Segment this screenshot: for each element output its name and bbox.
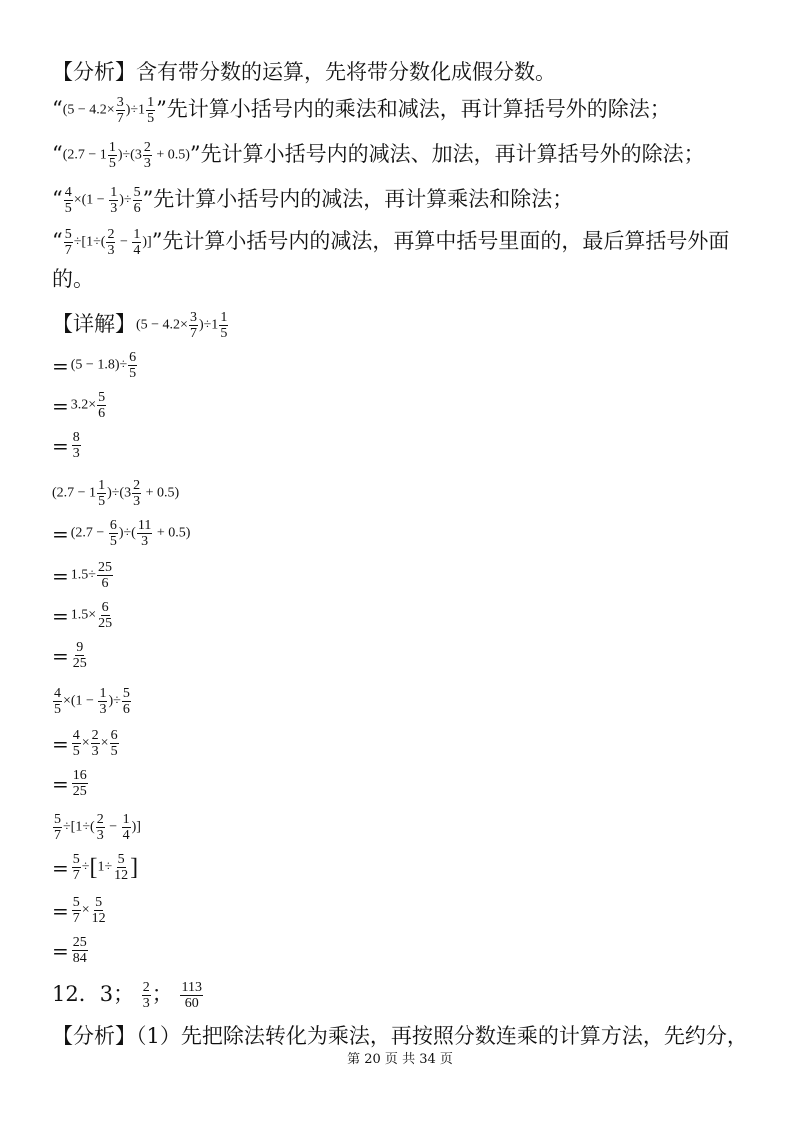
analysis-intro-text: 含有带分数的运算，先将带分数化成假分数。 xyxy=(136,60,556,84)
p2-step-1: = (2.7 − $\frac{6}{5}$ )÷( $\frac{11}{3}$ + 0.5) xyxy=(52,518,191,549)
p1-step-1: = (5 − 1.8)÷ $\frac{6}{5}$ xyxy=(52,350,137,381)
p4-step-1: = $\frac{5}{7}$ ÷[1÷ $\frac{5}{12}$ ] xyxy=(52,852,139,883)
p2-step-2: = 1.5÷ $\frac{25}{6}$ xyxy=(52,560,112,591)
p2-step-3: = 1.5× $\frac{6}{25}$ xyxy=(52,600,113,631)
p4-step-0 xyxy=(52,812,141,843)
analysis-bracket: 【分析】 xyxy=(52,60,136,84)
p1-step-2: = 3.2× $\frac{5}{6}$ xyxy=(52,390,106,421)
analysis-expression-4: $\frac{5}{7}$ ÷[1÷( $\frac{2}{3}$ − $\frac{1}{4}$ )] xyxy=(64,227,152,258)
p3-step-2: = $\frac{16}{25}$ xyxy=(52,768,87,799)
analysis-heading-line xyxy=(52,58,556,86)
analysis-desc-2: ”先计算小括号内的减法、加法，再计算括号外的除法； xyxy=(189,142,705,166)
analysis-expression-3: $\frac{4}{5}$ ×(1 − $\frac{1}{3}$ )÷ $\frac{5}{6}$ xyxy=(64,185,141,216)
p3-step-0 xyxy=(52,686,132,717)
p2-step-0 xyxy=(52,478,179,509)
analysis-line-3: “ $\frac{4}{5}$ ×(1 − $\frac{1}{3}$ )÷ $\frac{5}{6}$ ”先计算小括号内的减法，再计算乘法和除法； xyxy=(52,185,574,216)
analysis-line-2: “(2.7 − 1 $\frac{1}{5}$ )÷(3 $\frac{2}{3}$ + 0.5)”先计算小括号内的减法、加法，再计算括号外的除法； xyxy=(52,140,705,171)
analysis-desc-3: ”先计算小括号内的减法，再计算乘法和除法； xyxy=(142,187,574,211)
p4-line-3: $\frac{25}{84}$ xyxy=(72,935,87,966)
p3-line-1: $\frac{4}{5}$ × $\frac{2}{3}$ × $\frac{6}{5}$ xyxy=(72,728,118,759)
p4-line-2: $\frac{5}{7}$ × $\frac{5}{12}$ xyxy=(72,895,106,926)
analysis-desc-1: ”先计算小括号内的乘法和减法，再计算括号外的除法； xyxy=(156,97,671,121)
detail-bracket: 【详解】 xyxy=(52,312,136,336)
answer-3: $\frac{113}{60}$ xyxy=(181,980,202,1011)
analysis-expression-1: (5 − 4.2× $\frac{3}{7}$ )÷1 $\frac{1}{5}$ xyxy=(62,95,155,126)
p4-step-3: = $\frac{25}{84}$ xyxy=(52,935,87,966)
question-number: 12． xyxy=(52,982,100,1006)
answer-2: $\frac{2}{3}$ xyxy=(142,980,150,1011)
p1-step-3: = $\frac{8}{3}$ xyxy=(52,430,80,461)
analysis-expression-2: (2.7 − 1 $\frac{1}{5}$ )÷(3 $\frac{2}{3}$ + 0.5) xyxy=(62,140,190,171)
p4-step-2: = $\frac{5}{7}$ × $\frac{5}{12}$ xyxy=(52,895,106,926)
analysis-line-4-cont: 的。 xyxy=(52,267,94,291)
p4-line-0: $\frac{5}{7}$ ÷[1÷( $\frac{2}{3}$ − $\frac{1}{4}$ )] xyxy=(54,812,141,843)
question-12-answers: 12．3； $\frac{2}{3}$ ； $\frac{113}{60}$ xyxy=(52,980,202,1011)
p1-line-1: (5 − 1.8)÷ $\frac{6}{5}$ xyxy=(70,350,137,381)
p1-line-3: $\frac{8}{3}$ xyxy=(72,430,80,461)
p2-step-4: = $\frac{9}{25}$ xyxy=(52,640,87,671)
p1-line-2: 3.2× $\frac{5}{6}$ xyxy=(70,390,106,421)
p1-line-0: (5 − 4.2× $\frac{3}{7}$ )÷1 $\frac{1}{5}$ xyxy=(136,310,228,341)
p2-line-3: 1.5× $\frac{6}{25}$ xyxy=(70,600,113,631)
p3-line-2: $\frac{16}{25}$ xyxy=(72,768,87,799)
p2-line-0: (2.7 − 1 $\frac{1}{5}$ )÷(3 $\frac{2}{3}$ + 0.5) xyxy=(52,478,180,509)
p2-line-1: (2.7 − $\frac{6}{5}$ )÷( $\frac{11}{3}$ + 0.5) xyxy=(70,518,191,549)
analysis-line-1: “(5 − 4.2× $\frac{3}{7}$ )÷1 $\frac{1}{5}$ ”先计算小括号内的乘法和减法，再计算括号外的除法； xyxy=(52,95,671,126)
p2-line-4: $\frac{9}{25}$ xyxy=(72,640,87,671)
answer-1: 3； xyxy=(99,982,135,1006)
analysis2-line xyxy=(52,1022,748,1050)
analysis2-text: （1）先把除法转化为乘法，再按照分数连乘的计算方法，先约分， xyxy=(136,1024,748,1048)
detail-heading-line xyxy=(52,310,229,341)
analysis-line-4: “ $\frac{5}{7}$ ÷[1÷( $\frac{2}{3}$ − $\frac{1}{4}$ )]”先计算小括号内的减法，再算中括号里面的，最后算括号外面 xyxy=(52,227,730,258)
analysis-desc-4: ”先计算小括号内的减法，再算中括号里面的，最后算括号外面 xyxy=(151,229,730,253)
p2-line-2: 1.5÷ $\frac{25}{6}$ xyxy=(70,560,112,591)
p3-line-0: $\frac{4}{5}$ ×(1 − $\frac{1}{3}$ )÷ $\frac{5}{6}$ xyxy=(54,686,130,717)
analysis2-bracket: 【分析】 xyxy=(52,1024,136,1048)
p4-line-1: $\frac{5}{7}$ ÷[1÷ $\frac{5}{12}$ ] xyxy=(72,852,139,883)
p3-step-1: = $\frac{4}{5}$ × $\frac{2}{3}$ × $\frac{6}{5}$ xyxy=(52,728,118,759)
page-footer: 第 20 页 共 34 页 xyxy=(347,1052,453,1067)
